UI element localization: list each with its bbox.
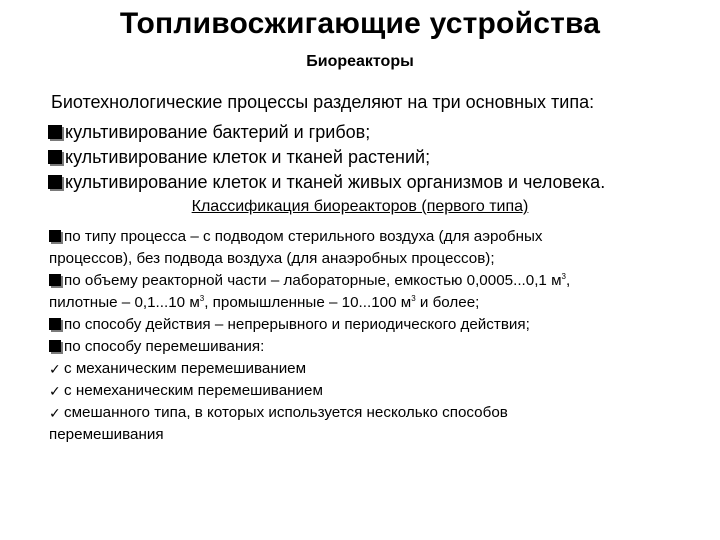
list-item-text: по способу перемешивания:: [64, 338, 265, 355]
checkmark-icon: ✓: [49, 405, 61, 421]
superscript: 3: [561, 272, 566, 281]
list-item-text-continued: перемешивания: [49, 426, 164, 443]
list-item: [48, 120, 605, 145]
square-bullet-icon: [49, 318, 61, 330]
list-item: [48, 145, 605, 170]
classification-list: [49, 226, 699, 446]
square-bullet-icon: [49, 340, 61, 352]
list-item-text: по типу процесса – с подводом стерильного воздуха (для аэробных: [64, 228, 543, 245]
list-item: [49, 226, 699, 270]
checkmark-icon: ✓: [49, 383, 61, 399]
superscript: 3: [199, 294, 205, 303]
slide-title: Топливосжигающие устройства: [119, 7, 601, 40]
list-item: [48, 170, 605, 195]
list-item: [49, 270, 699, 314]
list-item-text-continued: [49, 292, 699, 314]
square-bullet-icon: [48, 150, 62, 164]
list-item-text: с немеханическим перемешиванием: [64, 382, 323, 399]
square-bullet-icon: [49, 274, 61, 286]
slide-subtitle: Биореакторы: [306, 53, 414, 70]
intro-text: Биотехнологические процессы разделяют на три основных типа:: [51, 92, 595, 112]
text-part: по объему реакторной части – лабораторные, емкостью 0,0005...0,1 м: [64, 272, 562, 289]
text-part: ,: [565, 272, 571, 289]
text-part: пилотные – 0,1...10 м: [49, 294, 200, 311]
list-item: [49, 314, 699, 336]
list-item: [49, 358, 699, 380]
list-item-text: культивирование клеток и тканей растений;: [65, 147, 431, 167]
classification-heading-text: Классификация биореакторов (первого типа): [191, 198, 529, 215]
list-item-text: [64, 270, 570, 292]
list-item-text: смешанного типа, в которых используется несколько способов: [64, 404, 508, 421]
list-item: [49, 380, 699, 402]
checkmark-icon: ✓: [49, 361, 61, 377]
list-item: [49, 336, 699, 358]
list-item-text-continued: процессов), без подвода воздуха (для анаэробных процессов);: [49, 250, 495, 267]
process-types-list: [48, 120, 605, 195]
list-item: [49, 402, 699, 446]
list-item-text: культивирование бактерий и грибов;: [65, 122, 371, 142]
text-part: , промышленные – 10...100 м: [204, 294, 412, 311]
square-bullet-icon: [49, 230, 61, 242]
square-bullet-icon: [48, 125, 62, 139]
list-item-text: по способу действия – непрерывного и периодического действия;: [64, 316, 530, 333]
superscript: 3: [411, 294, 416, 303]
square-bullet-icon: [48, 175, 62, 189]
list-item-text: с механическим перемешиванием: [64, 360, 307, 377]
text-part: и более;: [415, 294, 480, 311]
list-item-text: культивирование клеток и тканей живых организмов и человека.: [65, 172, 606, 192]
classification-heading: [0, 196, 720, 218]
